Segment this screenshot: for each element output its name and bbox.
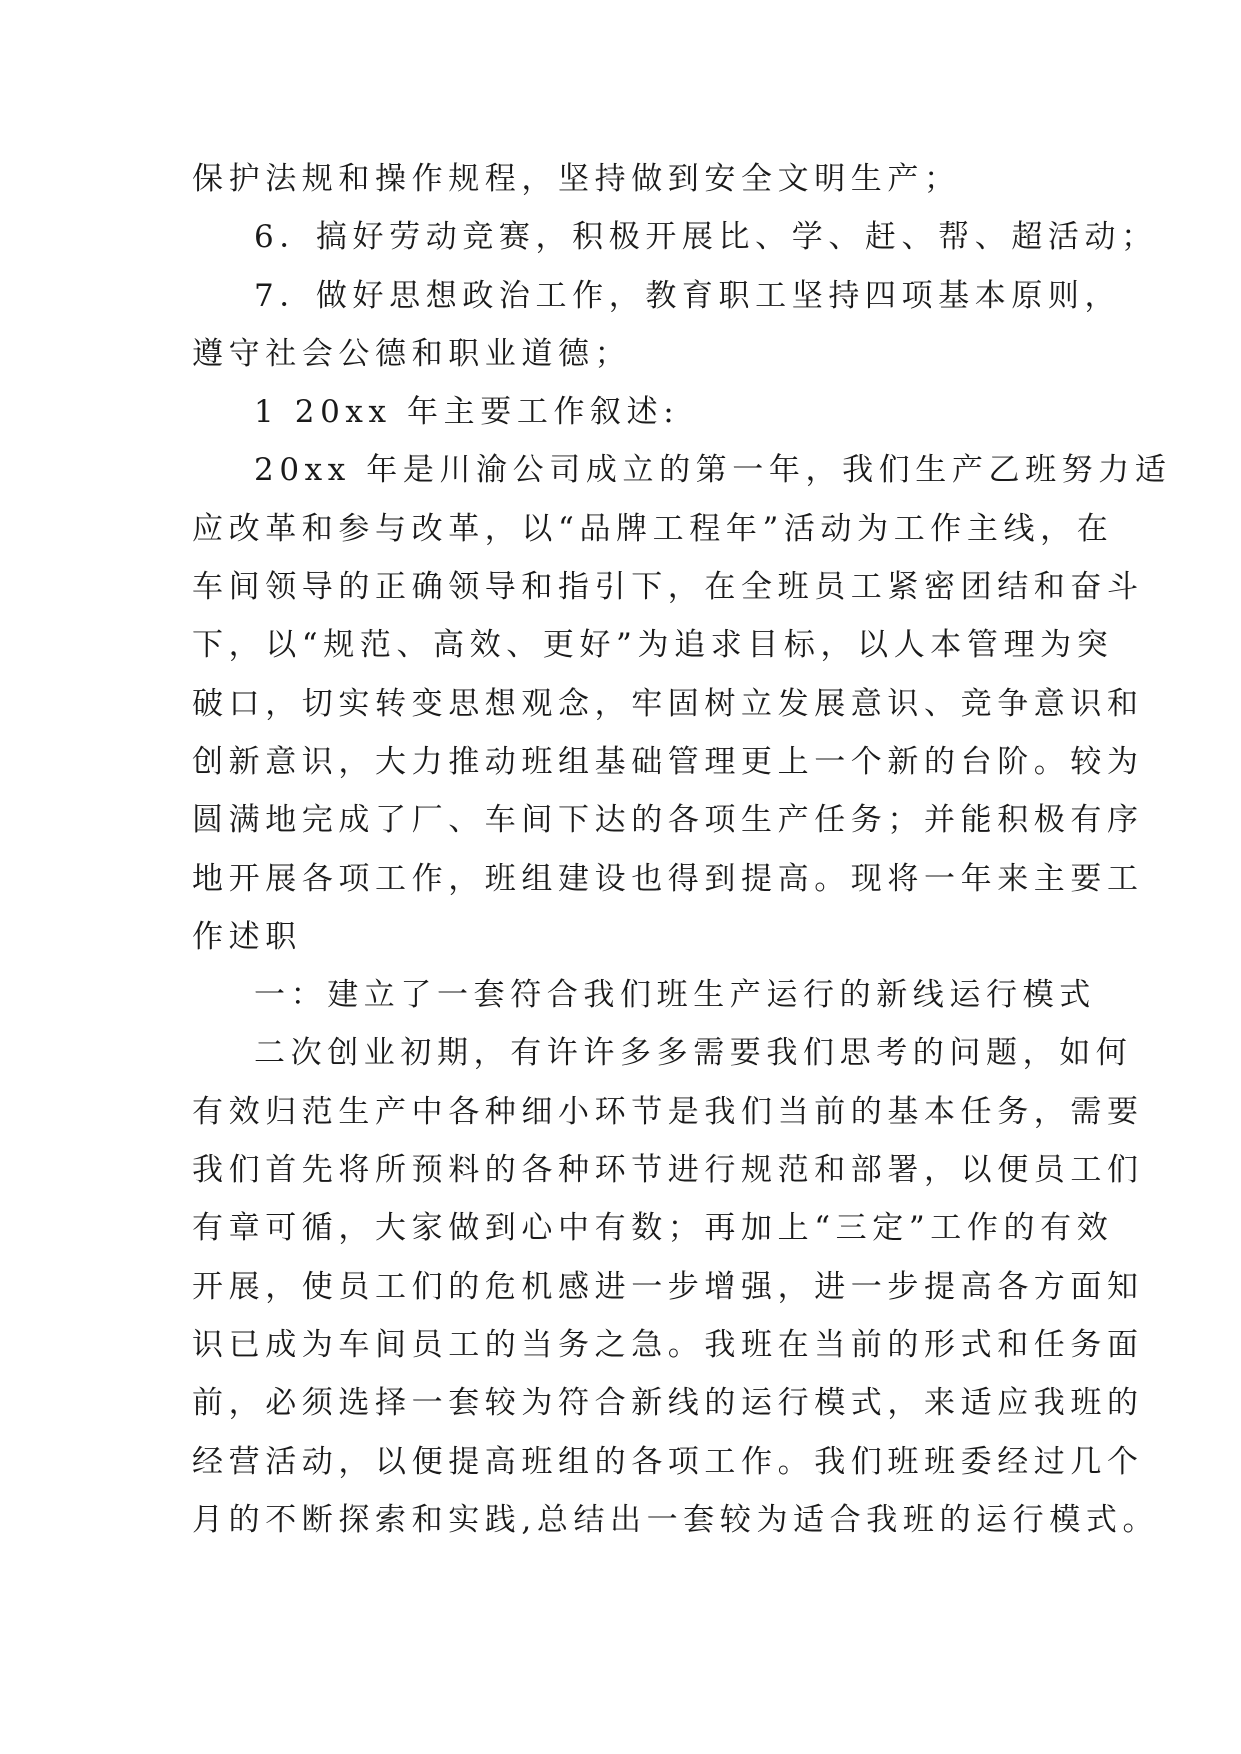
text-line: 我们首先将所预料的各种环节进行规范和部署，以便员工们: [192, 1152, 1144, 1189]
text-line: 7．做好思想政治工作，教育职工坚持四项基本原则，: [254, 277, 1122, 314]
text-line: 圆满地完成了厂、车间下达的各项生产任务；并能积极有序: [192, 802, 1144, 839]
text-line: 作述职: [192, 918, 302, 955]
text-line: 下，以“规范、高效、更好”为追求目标，以人本管理为突: [192, 627, 1114, 664]
text-line: 识已成为车间员工的当务之急。我班在当前的形式和任务面: [192, 1326, 1144, 1363]
text-line: 开展，使员工们的危机感进一步增强，进一步提高各方面知: [192, 1268, 1144, 1305]
text-line: 有效归范生产中各种细小环节是我们当前的基本任务，需要: [192, 1093, 1144, 1130]
text-line: 破口，切实转变思想观念，牢固树立发展意识、竞争意识和: [192, 685, 1144, 722]
text-line: 经营活动，以便提高班组的各项工作。我们班班委经过几个: [192, 1443, 1144, 1480]
text-line: 遵守社会公德和职业道德；: [192, 335, 632, 372]
text-line: 前，必须选择一套较为符合新线的运行模式，来适应我班的: [192, 1385, 1144, 1422]
text-line: 月的不断探索和实践,总结出一套较为适合我班的运行模式。: [192, 1501, 1160, 1538]
text-line: 应改革和参与改革，以“品牌工程年”活动为工作主线，在: [192, 510, 1114, 547]
text-line: 6．搞好劳动竞赛，积极开展比、学、赶、帮、超活动；: [254, 219, 1158, 256]
text-line: 二次创业初期，有许许多多需要我们思考的问题，如何: [254, 1035, 1133, 1072]
text-line: 创新意识，大力推动班组基础管理更上一个新的台阶。较为: [192, 743, 1144, 780]
text-line: 一：建立了一套符合我们班生产运行的新线运行模式: [254, 977, 1096, 1014]
text-line: 有章可循，大家做到心中有数；再加上“三定”工作的有效: [192, 1210, 1114, 1247]
text-line: 地开展各项工作，班组建设也得到提高。现将一年来主要工: [192, 860, 1144, 897]
text-line: 20xx 年是川渝公司成立的第一年，我们生产乙班努力适: [254, 452, 1172, 489]
text-line: 1 20xx 年主要工作叙述:: [254, 394, 680, 431]
document-body: [192, 150, 1172, 1549]
text-line: 保护法规和操作规程，坚持做到安全文明生产；: [192, 161, 961, 197]
text-line: 车间领导的正确领导和指引下，在全班员工紧密团结和奋斗: [192, 569, 1144, 606]
